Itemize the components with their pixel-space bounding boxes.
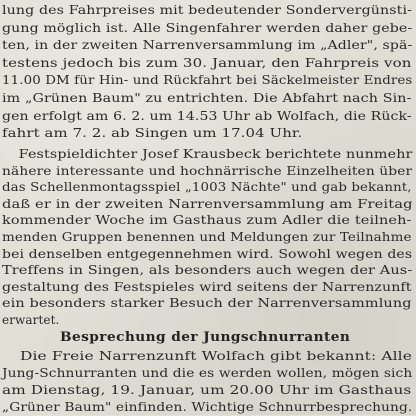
text-line: gung möglich ist. Alle Singenfahrer werden daher gebe- — [2, 20, 413, 35]
text-line: Jung-Schnurranten und die es werden wollen, mögen sich — [2, 366, 413, 380]
text-line: „Grüner Baum" einfinden. Wichtige Schnurrbesprechung. — [2, 400, 413, 414]
section-heading: Besprechung der Jungschnurranten — [60, 330, 351, 345]
text-line: im „Grünen Baum" zu entrichten. Die Abfahrt nach Sin- — [2, 91, 412, 105]
text-line: das Schellenmontagsspiel „1003 Nächte" und gab bekannt, — [2, 180, 412, 195]
text-line: Festspieldichter Josef Krausbeck berichtete nunmehr — [18, 147, 413, 161]
text-line: ein besonders starker Besuch der Narrenversammlung — [2, 296, 412, 311]
text-line: am Dienstag, 19. Januar, um 20.00 Uhr im Gasthaus — [2, 383, 412, 397]
text-line: ten, in der zweiten Narrenversammlung im „Adler", spä- — [2, 38, 413, 53]
text-line: nähere interessante und hochnärrische Einzelheiten über — [2, 163, 413, 178]
text-line: Treffens in Singen, als besonders auch wegen der Aus- — [2, 263, 413, 278]
text-line: gestaltung des Festspieles wird seitens der Narrenzunft — [2, 279, 412, 294]
text-line: fahrt am 7. 2. ab Singen um 17.04 Uhr. — [2, 126, 303, 141]
text-line: bei denselben entgegennehmen wird. Sowohl wegen des — [2, 246, 413, 261]
text-line: Die Freie Narrenzunft Wolfach gibt bekannt: Alle — [19, 349, 412, 363]
text-line: lung des Fahrpreises mit bedeutender Sondervergünsti- — [2, 3, 413, 17]
text-line: gen erfolgt am 6. 2. um 14.53 Uhr ab Wolfach, die Rück- — [2, 108, 412, 123]
text-line: kommender Woche im Gasthaus zum Adler die teilneh- — [2, 213, 412, 228]
text-line: menden Gruppen benennen und Meldungen zur Teilnahme — [2, 230, 412, 244]
text-line: testens jedoch bis zum 30. Januar, den Fahrpreis von — [2, 55, 412, 70]
text-line: erwartet. — [2, 313, 60, 327]
text-line: daß er in der zweiten Narrenversammlung am Freitag — [2, 196, 413, 211]
text-line: 11.00 DM für Hin- und Rückfahrt bei Säckelmeister Endres — [2, 73, 413, 88]
